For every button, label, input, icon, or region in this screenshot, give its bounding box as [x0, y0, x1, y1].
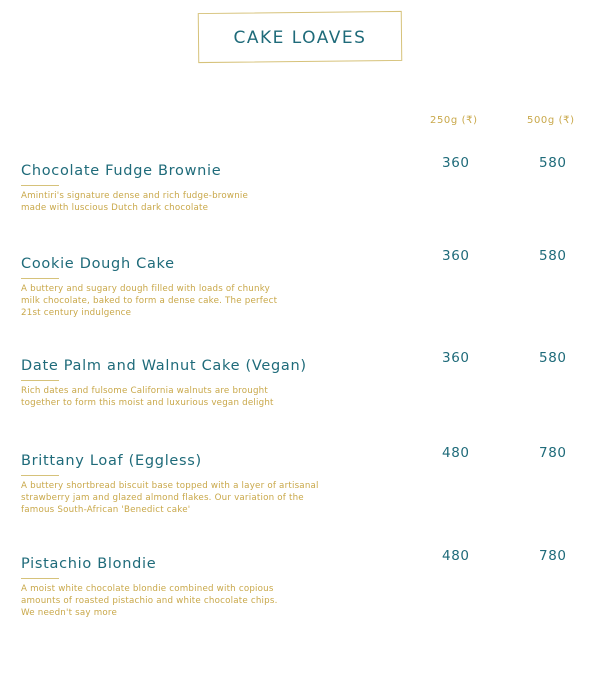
item-description-line: famous South-African 'Benedict cake': [21, 505, 191, 515]
item-description-line: A buttery and sugary dough filled with loads of chunky: [21, 284, 270, 294]
item-price-500g: 580: [539, 155, 567, 171]
item-underline: [21, 185, 59, 186]
item-name: Date Palm and Walnut Cake (Vegan): [21, 358, 307, 374]
item-description-line: Amintiri's signature dense and rich fudge-brownie: [21, 191, 249, 201]
item-price-250g: 480: [442, 445, 470, 461]
item-underline: [21, 278, 59, 279]
item-underline: [21, 578, 59, 579]
column-header-250g: 250g (₹): [430, 115, 478, 126]
item-description-line: made with luscious Dutch dark chocolate: [21, 203, 209, 213]
item-description-line: together to form this moist and luxurious vegan delight: [21, 398, 274, 408]
item-price-500g: 780: [539, 445, 567, 461]
item-price-250g: 360: [442, 248, 470, 264]
item-name: Cookie Dough Cake: [21, 256, 175, 272]
item-name: Brittany Loaf (Eggless): [21, 453, 202, 469]
item-description: [21, 283, 351, 319]
item-description: [21, 583, 351, 619]
item-description-line: 21st century indulgence: [21, 308, 132, 318]
item-underline: [21, 475, 59, 476]
item-description-line: strawberry jam and glazed almond flakes. Our variation of the: [21, 493, 304, 503]
item-description: [21, 480, 351, 516]
item-description-line: A buttery shortbread biscuit base topped with a layer of artisanal: [21, 481, 319, 491]
item-price-250g: 360: [442, 350, 470, 366]
item-description-line: A moist white chocolate blondie combined with copious: [21, 584, 274, 594]
item-description: [21, 190, 351, 214]
item-price-250g: 480: [442, 548, 470, 564]
item-description-line: amounts of roasted pistachio and white chocolate chips.: [21, 596, 278, 606]
page-title: CAKE LOAVES: [233, 28, 367, 48]
item-name: Pistachio Blondie: [21, 556, 157, 572]
column-header-500g: 500g (₹): [527, 115, 575, 126]
item-name: Chocolate Fudge Brownie: [21, 163, 222, 179]
item-description: [21, 385, 351, 409]
item-price-500g: 580: [539, 248, 567, 264]
item-price-500g: 780: [539, 548, 567, 564]
item-description-line: Rich dates and fulsome California walnuts are brought: [21, 386, 268, 396]
item-description-line: milk chocolate, baked to form a dense cake. The perfect: [21, 296, 278, 306]
item-underline: [21, 380, 59, 381]
item-price-500g: 580: [539, 350, 567, 366]
item-description-line: We needn't say more: [21, 608, 118, 618]
item-price-250g: 360: [442, 155, 470, 171]
